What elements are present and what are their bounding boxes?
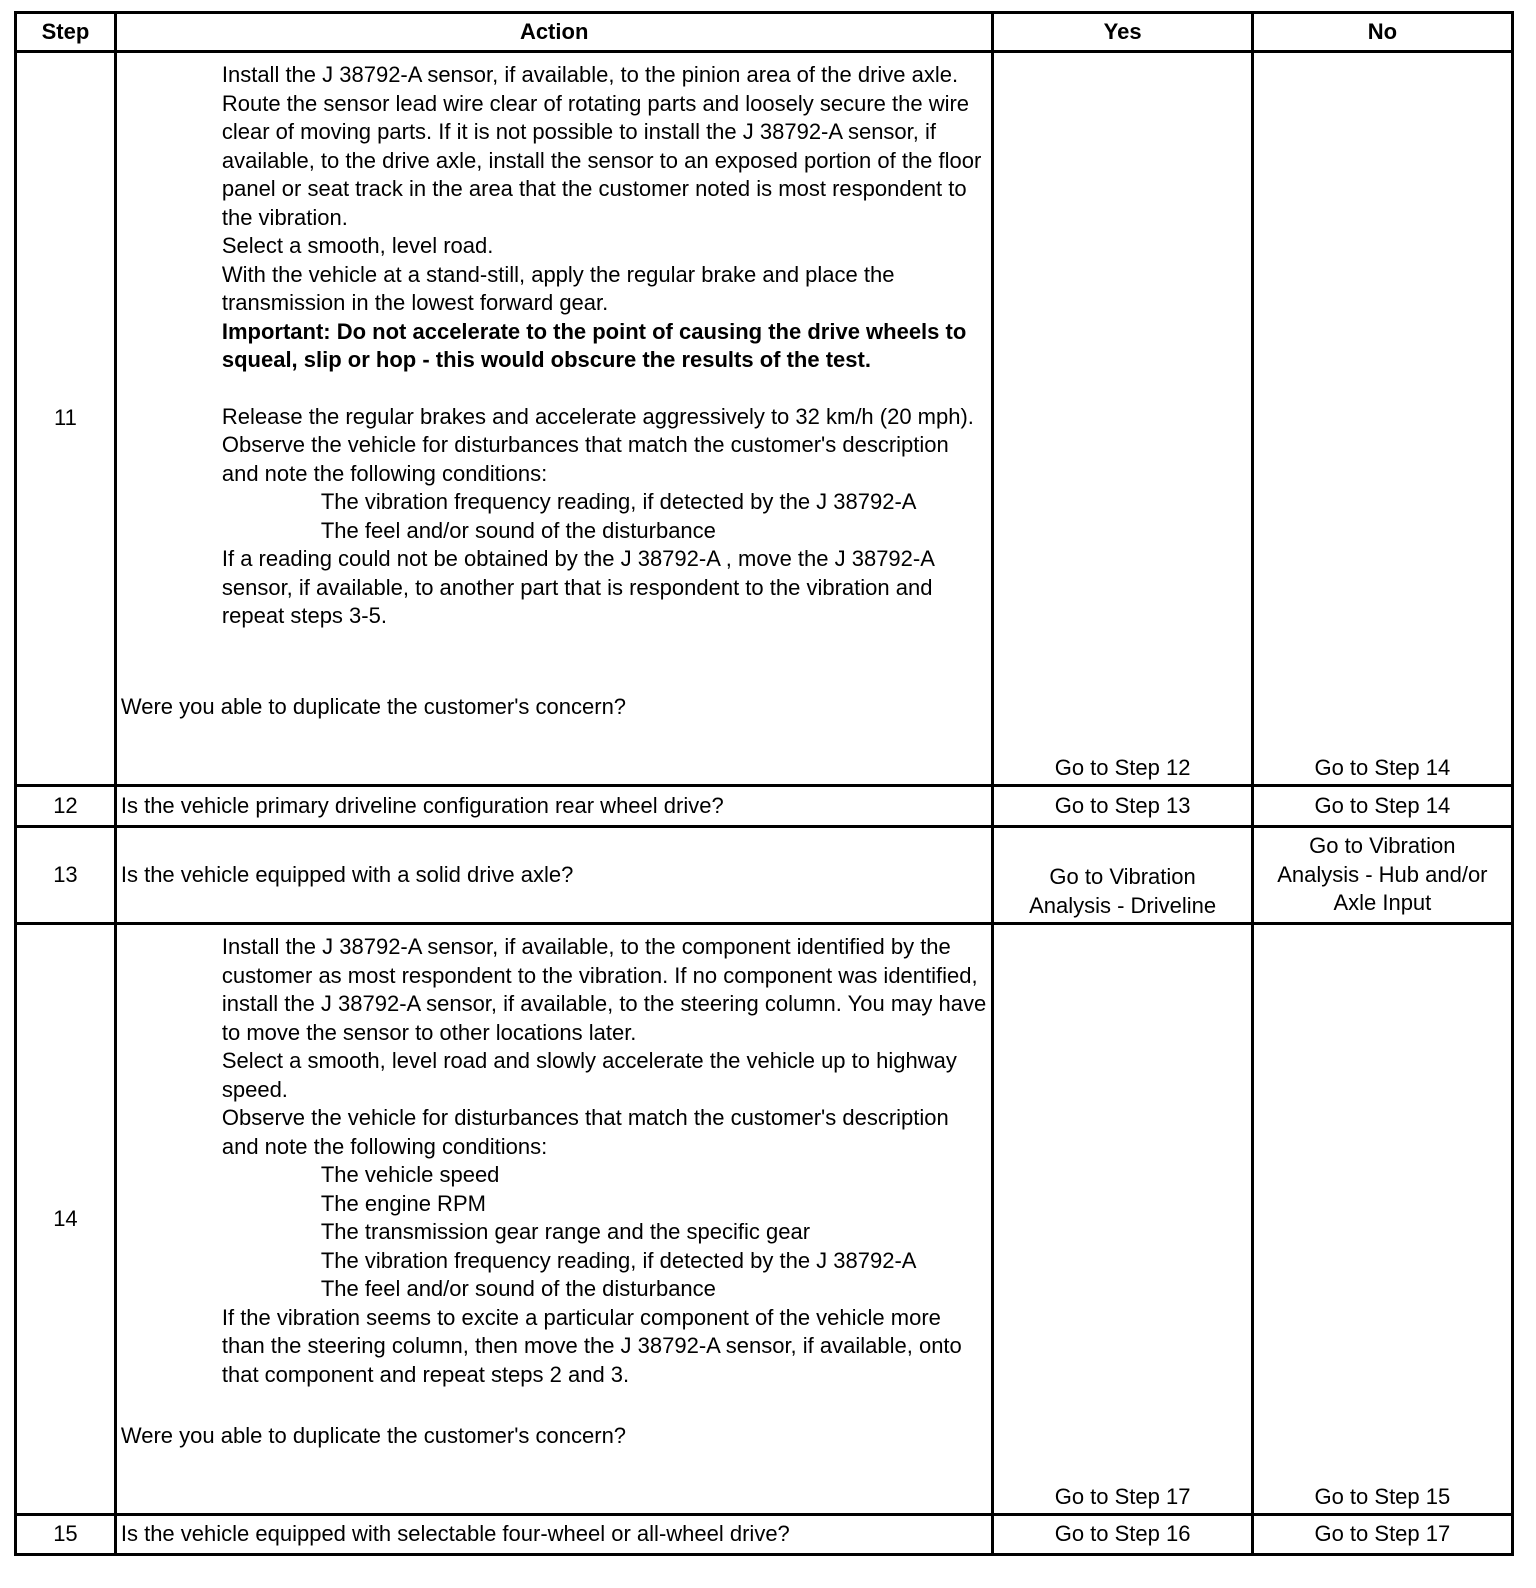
no-link[interactable]: Go to Step 15 (1314, 1483, 1451, 1509)
condition-item: The vibration frequency reading, if detected by the J 38792-A (320, 489, 917, 514)
yes-link[interactable]: Go to Step 16 (993, 1515, 1252, 1555)
header-row (16, 13, 1513, 52)
question-text: Is the vehicle primary driveline configuration rear wheel drive? (115, 786, 993, 827)
action-cell (115, 924, 993, 1515)
question-text: Is the vehicle equipped with a solid drive axle? (115, 827, 993, 924)
header-no: No (1252, 13, 1512, 52)
condition-item: The vibration frequency reading, if detected by the J 38792-A (320, 1247, 917, 1273)
no-link[interactable]: Go to Step 14 (1314, 754, 1451, 780)
spacer (222, 631, 988, 660)
header-yes: Yes (993, 13, 1252, 52)
yes-line: Analysis - Driveline (1029, 892, 1217, 918)
yes-cell (993, 52, 1252, 786)
question-text: Were you able to duplicate the customer's concern? (120, 1423, 627, 1448)
no-cell (1252, 924, 1512, 1515)
spacer (222, 660, 988, 689)
condition-item: The engine RPM (320, 1190, 486, 1216)
yes-link[interactable]: Go to Step 13 (993, 786, 1252, 827)
step-number: 11 (16, 52, 116, 786)
condition-item: The feel and/or sound of the disturbance (320, 1276, 716, 1301)
table-row-step-15 (16, 1515, 1513, 1555)
no-link[interactable] (1252, 827, 1512, 924)
no-line: Go to Vibration (1309, 833, 1456, 859)
table-row-step-11 (16, 52, 1513, 786)
header-step: Step (16, 13, 116, 52)
yes-link[interactable]: Go to Step 17 (1054, 1483, 1191, 1509)
question-text: Is the vehicle equipped with selectable four-wheel or all-wheel drive? (115, 1515, 993, 1555)
instruction-text: Install the J 38792-A sensor, if available, to the component identified by the customer as most respondent to the vibration. If no component was identified, install the J 38792-A sensor, if available, to the steering column. You may have to move the sensor to other locations later. (221, 934, 987, 1045)
table-row-step-14 (16, 924, 1513, 1515)
action-instructions (121, 925, 988, 1418)
no-link[interactable]: Go to Step 14 (1252, 786, 1512, 827)
instruction-text: Select a smooth, level road and slowly accelerate the vehicle up to highway speed. (221, 1048, 957, 1102)
instruction-text: Observe the vehicle for disturbances that match the customer's description and note the following conditions: (221, 1105, 949, 1159)
step-number: 12 (16, 786, 116, 827)
yes-link[interactable]: Go to Step 12 (1054, 754, 1191, 780)
instruction-text: If a reading could not be obtained by the J 38792-A , move the J 38792-A sensor, if available, to another part that is respondent to the vibration and repeat steps 3-5. (221, 546, 934, 628)
instruction-text: Observe the vehicle for disturbances that match the customer's description and note the following conditions: (221, 432, 949, 486)
header-action: Action (115, 13, 993, 52)
instruction-text: Release the regular brakes and accelerate aggressively to 32 km/h (20 mph). (221, 403, 974, 429)
spacer (222, 1389, 988, 1418)
instruction-text: If the vibration seems to excite a particular component of the vehicle more than the steering column, then move the J 38792-A sensor, if available, onto that component and repeat steps 2 and 3. (221, 1304, 962, 1387)
step-number: 15 (16, 1515, 116, 1555)
action-instructions (121, 53, 988, 689)
no-cell (1252, 52, 1512, 786)
condition-item: The feel and/or sound of the disturbance (320, 517, 716, 543)
no-line: Axle Input (1333, 890, 1432, 916)
condition-item: The transmission gear range and the specific gear (320, 1219, 811, 1244)
step-number: 14 (16, 924, 116, 1515)
instruction-text: Install the J 38792-A sensor, if available, to the pinion area of the drive axle. Route the sensor lead wire clear of rotating parts and loosely secure the wire clear of moving parts. If it is not possible to install the J 38792-A sensor, if available, to the drive axle, install the sensor to an exposed portion of the floor panel or seat track in the area that the customer noted is most respondent to the vibration. (221, 62, 982, 230)
action-cell (115, 52, 993, 786)
instruction-text: Select a smooth, level road. (221, 233, 494, 258)
table-row-step-13 (16, 827, 1513, 924)
important-note: Important: Do not accelerate to the point of causing the drive wheels to squeal, slip or hop - this would obscure the results of the test. (221, 318, 967, 372)
step-number: 13 (16, 827, 116, 924)
condition-item: The vehicle speed (320, 1162, 500, 1187)
yes-cell (993, 924, 1252, 1515)
no-link[interactable]: Go to Step 17 (1252, 1515, 1512, 1555)
instruction-text: With the vehicle at a stand-still, apply the regular brake and place the transmission in the lowest forward gear. (221, 261, 895, 315)
table-row-step-12 (16, 786, 1513, 827)
no-line: Analysis - Hub and/or (1277, 861, 1488, 887)
yes-line: Go to Vibration (1049, 864, 1196, 889)
spacer (222, 375, 988, 403)
diagnostic-table (14, 11, 1514, 1556)
yes-link[interactable] (993, 827, 1252, 924)
question-text: Were you able to duplicate the customer's concern? (120, 693, 627, 719)
